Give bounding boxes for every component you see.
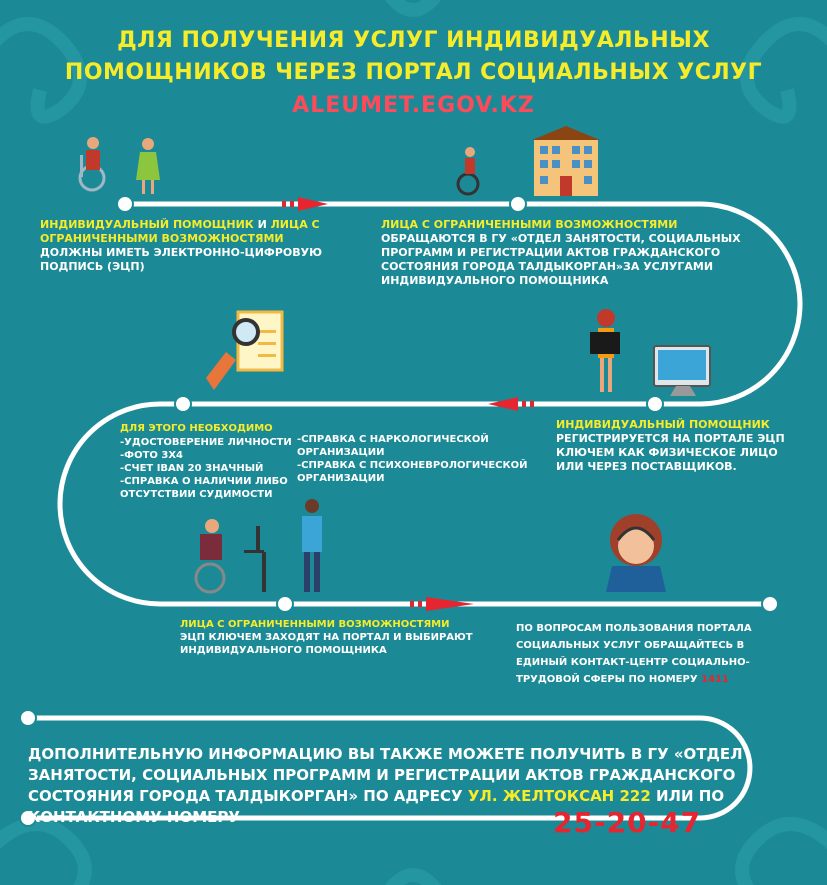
footer-text: ДОПОЛНИТЕЛЬНУЮ ИНФОРМАЦИЮ ВЫ ТАКЖЕ МОЖЕТЕ ПОЛУЧИТЬ В ГУ «ОТДЕЛ ЗАНЯТОСТИ, СОЦИАЛЬНЫХ ПРОГРАММ И РЕГИСТРАЦИИ АКТОВ ГРАЖДАНСКОГО СОСТОЯНИЯ ГОРОДА ТАЛДЫКОРГАН» ПО АДРЕСУ УЛ. ЖЕЛТОКСАН 222 ИЛИ ПО КОНТАКТНОМУ НОМЕРУ	[28, 745, 743, 826]
track-node	[277, 596, 293, 612]
track-node	[117, 196, 133, 212]
list-item: -СЧЕТ IBAN 20 ЗНАЧНЫЙ	[120, 463, 264, 474]
track-node	[762, 596, 778, 612]
wheelchair-computer-icon	[196, 519, 266, 592]
page-title-line2: ПОМОЩНИКОВ ЧЕРЕЗ ПОРТАЛ СОЦИАЛЬНЫХ УСЛУГ	[64, 60, 763, 85]
list-item: ОТСУТСТВИИ СУДИМОСТИ	[120, 489, 273, 500]
step2-highlight: ЛИЦА С ОГРАНИЧЕННЫМИ ВОЗМОЖНОСТЯМИ	[381, 218, 678, 231]
docs-list-2	[297, 433, 528, 485]
step4-rest: ЭЦП КЛЮЧЕМ ЗАХОДЯТ НА ПОРТАЛ И ВЫБИРАЮТ ИНДИВИДУАЛЬНОГО ПОМОЩНИКА	[180, 632, 473, 656]
step1-highlight-b: ЛИЦА С ОГРАНИЧЕННЫМИ ВОЗМОЖНОСТЯМИ	[40, 218, 320, 245]
track-node	[20, 710, 36, 726]
list-item: -СПРАВКА С НАРКОЛОГИЧЕСКОЙ	[297, 434, 489, 445]
step3-highlight: ИНДИВИДУАЛЬНЫЙ ПОМОЩНИК	[556, 418, 770, 431]
wheelchair-person-icon	[80, 137, 104, 190]
step1-conj: И	[253, 218, 271, 231]
list-item: -ФОТО 3Х4	[120, 450, 183, 461]
step1-highlight-a: ИНДИВИДУАЛЬНЫЙ ПОМОЩНИК	[40, 218, 254, 231]
list-item: ОРГАНИЗАЦИИ	[297, 447, 385, 458]
step4-highlight: ЛИЦА С ОГРАНИЧЕННЫМИ ВОЗМОЖНОСТЯМИ	[180, 619, 450, 630]
step1-rest: ДОЛЖНЫ ИМЕТЬ ЭЛЕКТРОННО-ЦИФРОВУЮ ПОДПИСЬ (ЭЦП)	[40, 246, 323, 273]
docs-heading: ДЛЯ ЭТОГО НЕОБХОДИМО	[120, 423, 273, 434]
step1-text	[40, 218, 340, 274]
page-title-line1: ДЛЯ ПОЛУЧЕНИЯ УСЛУГ ИНДИВИДУАЛЬНЫХ	[117, 28, 710, 53]
step3-text	[556, 418, 791, 474]
portal-url[interactable]: ALEUMET.EGOV.KZ	[292, 93, 535, 118]
arrow-icon	[410, 597, 474, 611]
woman-icon	[136, 138, 160, 194]
address: УЛ. ЖЕЛТОКСАН 222	[467, 787, 651, 805]
woman-laptop-icon	[590, 309, 620, 392]
track-node	[175, 396, 191, 412]
wheelchair-person-icon	[458, 147, 478, 194]
docs-list-1	[120, 436, 292, 501]
building-icon	[532, 126, 600, 196]
magnifier-checklist-icon	[206, 312, 282, 390]
track-node	[647, 396, 663, 412]
track-node	[510, 196, 526, 212]
step2-text	[381, 218, 751, 288]
list-item: -СПРАВКА О НАЛИЧИИ ЛИБО	[120, 476, 288, 487]
monitor-icon	[654, 346, 710, 396]
step2-rest: ОБРАЩАЮТСЯ В ГУ «ОТДЕЛ ЗАНЯТОСТИ, СОЦИАЛЬНЫХ ПРОГРАММ И РЕГИСТРАЦИИ АКТОВ ГРАЖДАНСКОГО СОСТОЯНИЯ ГОРОДА ТАЛДЫКОРГАН»ЗА УСЛУГАМИ ИНДИВИДУАЛЬНОГО ПОМОЩНИКА	[381, 232, 741, 287]
list-item: ОРГАНИЗАЦИИ	[297, 473, 385, 484]
list-item: -УДОСТОВЕРЕНИЕ ЛИЧНОСТИ	[120, 437, 292, 448]
operator-headset-icon	[606, 514, 666, 592]
phone-number[interactable]: 25-20-47	[553, 806, 702, 839]
contact-number[interactable]: 1411	[701, 674, 729, 685]
list-item: -СПРАВКА С ПСИХОНЕВРОЛОГИЧЕСКОЙ	[297, 460, 528, 471]
woman-phone-icon	[302, 499, 322, 592]
step4-text	[180, 618, 480, 657]
step5-text: ПО ВОПРОСАМ ПОЛЬЗОВАНИЯ ПОРТАЛА СОЦИАЛЬНЫХ УСЛУГ ОБРАЩАЙТЕСЬ В ЕДИНЫЙ КОНТАКТ-ЦЕНТР СОЦИАЛЬНО-ТРУДОВОЙ СФЕРЫ ПО НОМЕРУ 1411	[516, 623, 752, 685]
step3-rest: РЕГИСТРИРУЕТСЯ НА ПОРТАЛЕ ЭЦП КЛЮЧЕМ КАК ФИЗИЧЕСКОЕ ЛИЦО ИЛИ ЧЕРЕЗ ПОСТАВЩИКОВ.	[556, 432, 785, 473]
